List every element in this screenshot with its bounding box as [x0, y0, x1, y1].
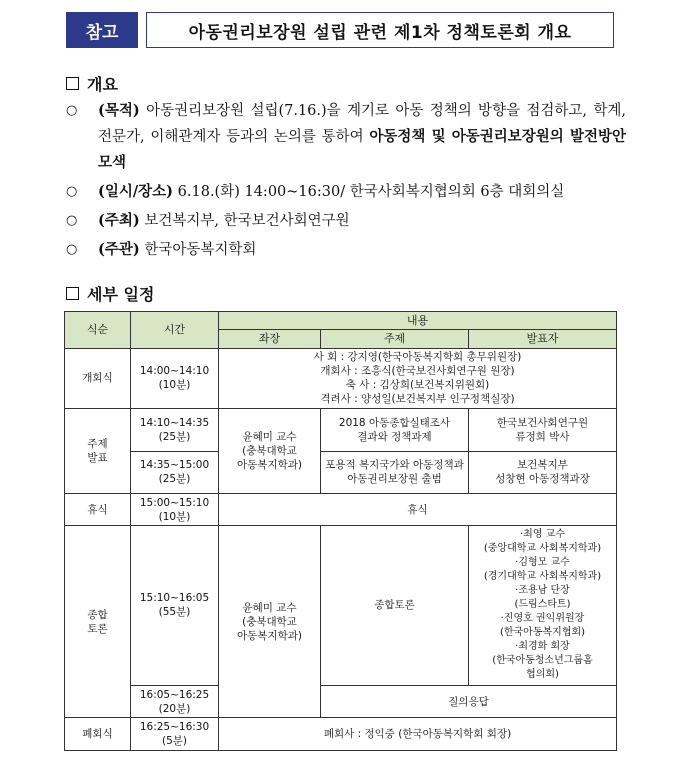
item-text: 한국아동복지학회	[139, 242, 257, 258]
item-label: (주최)	[98, 212, 140, 229]
overview-list	[66, 98, 626, 266]
table-row-break	[65, 494, 617, 526]
table-row-opening	[65, 348, 617, 408]
header-topic: 주제	[321, 330, 469, 348]
overview-item-purpose	[66, 98, 626, 176]
time-cell: 14:00~14:10 (10분)	[131, 348, 219, 408]
header-presenter: 발표자	[469, 330, 617, 348]
session-cell: 개회식	[65, 348, 131, 408]
time-cell: 16:05~16:25 (20분)	[131, 685, 219, 718]
presenter-cell: 한국보건사회연구원 류정희 박사	[469, 408, 617, 451]
time-cell: 15:10~16:05 (55분)	[131, 525, 219, 685]
break-content: 휴식	[219, 494, 617, 526]
qa-content: 질의응답	[321, 685, 617, 718]
table-row-discussion	[65, 525, 617, 685]
table-row-closing	[65, 718, 617, 751]
schedule-heading	[66, 282, 154, 305]
session-cell: 주제 발표	[65, 408, 131, 494]
chair-cell: 윤혜미 교수 (충북대학교 아동복지학과)	[219, 408, 321, 494]
header-time: 시간	[131, 312, 219, 349]
item-text: 아동권리보장원 설립(7.16.)을 계기로 아동 정책의 방향을 점검하고, 학계, 전문가, 이해관계자 등과의 논의를 통하여	[98, 103, 626, 145]
circle-bullet-icon: ○	[66, 242, 78, 257]
square-bullet-icon	[66, 287, 79, 300]
header-content: 내용	[219, 312, 617, 330]
table-row-presentation-2	[65, 451, 617, 494]
time-cell: 14:35~15:00 (25분)	[131, 451, 219, 494]
session-cell: 종합 토론	[65, 525, 131, 718]
schedule-table	[64, 311, 617, 751]
item-bold-text: 아동정책 및 아동권리보장원의 발전방안 모색	[98, 128, 626, 171]
item-text: 6.18.(화) 14:00~16:30/ 한국사회복지협의회 6층 대회의실	[173, 184, 565, 200]
item-label: (목적)	[98, 102, 140, 119]
overview-heading	[66, 72, 118, 95]
table-row-qa	[65, 685, 617, 718]
chair-cell: 윤혜미 교수 (충북대학교 아동복지학과)	[219, 525, 321, 718]
table-row-presentation-1	[65, 408, 617, 451]
header-session: 식순	[65, 312, 131, 349]
overview-item-host	[66, 208, 626, 234]
header-chair: 좌장	[219, 330, 321, 348]
circle-bullet-icon: ○	[66, 184, 78, 199]
closing-content: 폐회사 : 정익중 (한국아동복지학회 회장)	[219, 718, 617, 751]
topic-cell: 포용적 복지국가와 아동정책과 아동권리보장원 출범	[321, 451, 469, 494]
topic-cell: 2018 아동종합실태조사 결과와 정책과제	[321, 408, 469, 451]
time-cell: 15:00~15:10 (10분)	[131, 494, 219, 526]
item-label: (일시/장소)	[98, 183, 174, 200]
reference-tag: 참고	[66, 12, 138, 48]
document-header	[66, 12, 614, 48]
overview-item-organizer	[66, 237, 626, 263]
overview-item-datetime	[66, 179, 626, 205]
schedule-heading-text: 세부 일정	[87, 285, 155, 304]
time-cell: 16:25~16:30 (5분)	[131, 718, 219, 751]
opening-details: 사 회 : 강지영(한국아동복지학회 총무위원장) 개회사 : 조흥식(한국보건사회연구원 원장) 축 사 : 김상희(보건복지위원회) 격려사 : 양성일(보건복지부 인구정책실장)	[219, 348, 617, 408]
document-title: 아동권리보장원 설립 관련 제1차 정책토론회 개요	[146, 12, 614, 48]
item-label: (주관)	[98, 241, 140, 258]
time-cell: 14:10~14:35 (25분)	[131, 408, 219, 451]
square-bullet-icon	[66, 77, 79, 90]
item-text: 보건복지부, 한국보건사회연구원	[139, 213, 350, 229]
circle-bullet-icon: ○	[66, 213, 78, 228]
topic-cell: 종합토론	[321, 525, 469, 685]
session-cell: 휴식	[65, 494, 131, 526]
panel-list: ·최영 교수 (중앙대학교 사회복지학과) ·김형모 교수 (경기대학교 사회복지학과) ·조용남 단장 (드림스타트) ·진영호 권익위원장 (한국아동복지협회) ·최경화 회장 (한국아동청소년그룹홈 협의회)	[469, 525, 617, 685]
circle-bullet-icon: ○	[66, 103, 78, 118]
session-cell: 폐회식	[65, 718, 131, 751]
overview-heading-text: 개요	[87, 75, 118, 94]
presenter-cell: 보건복지부 성창현 아동정책과장	[469, 451, 617, 494]
